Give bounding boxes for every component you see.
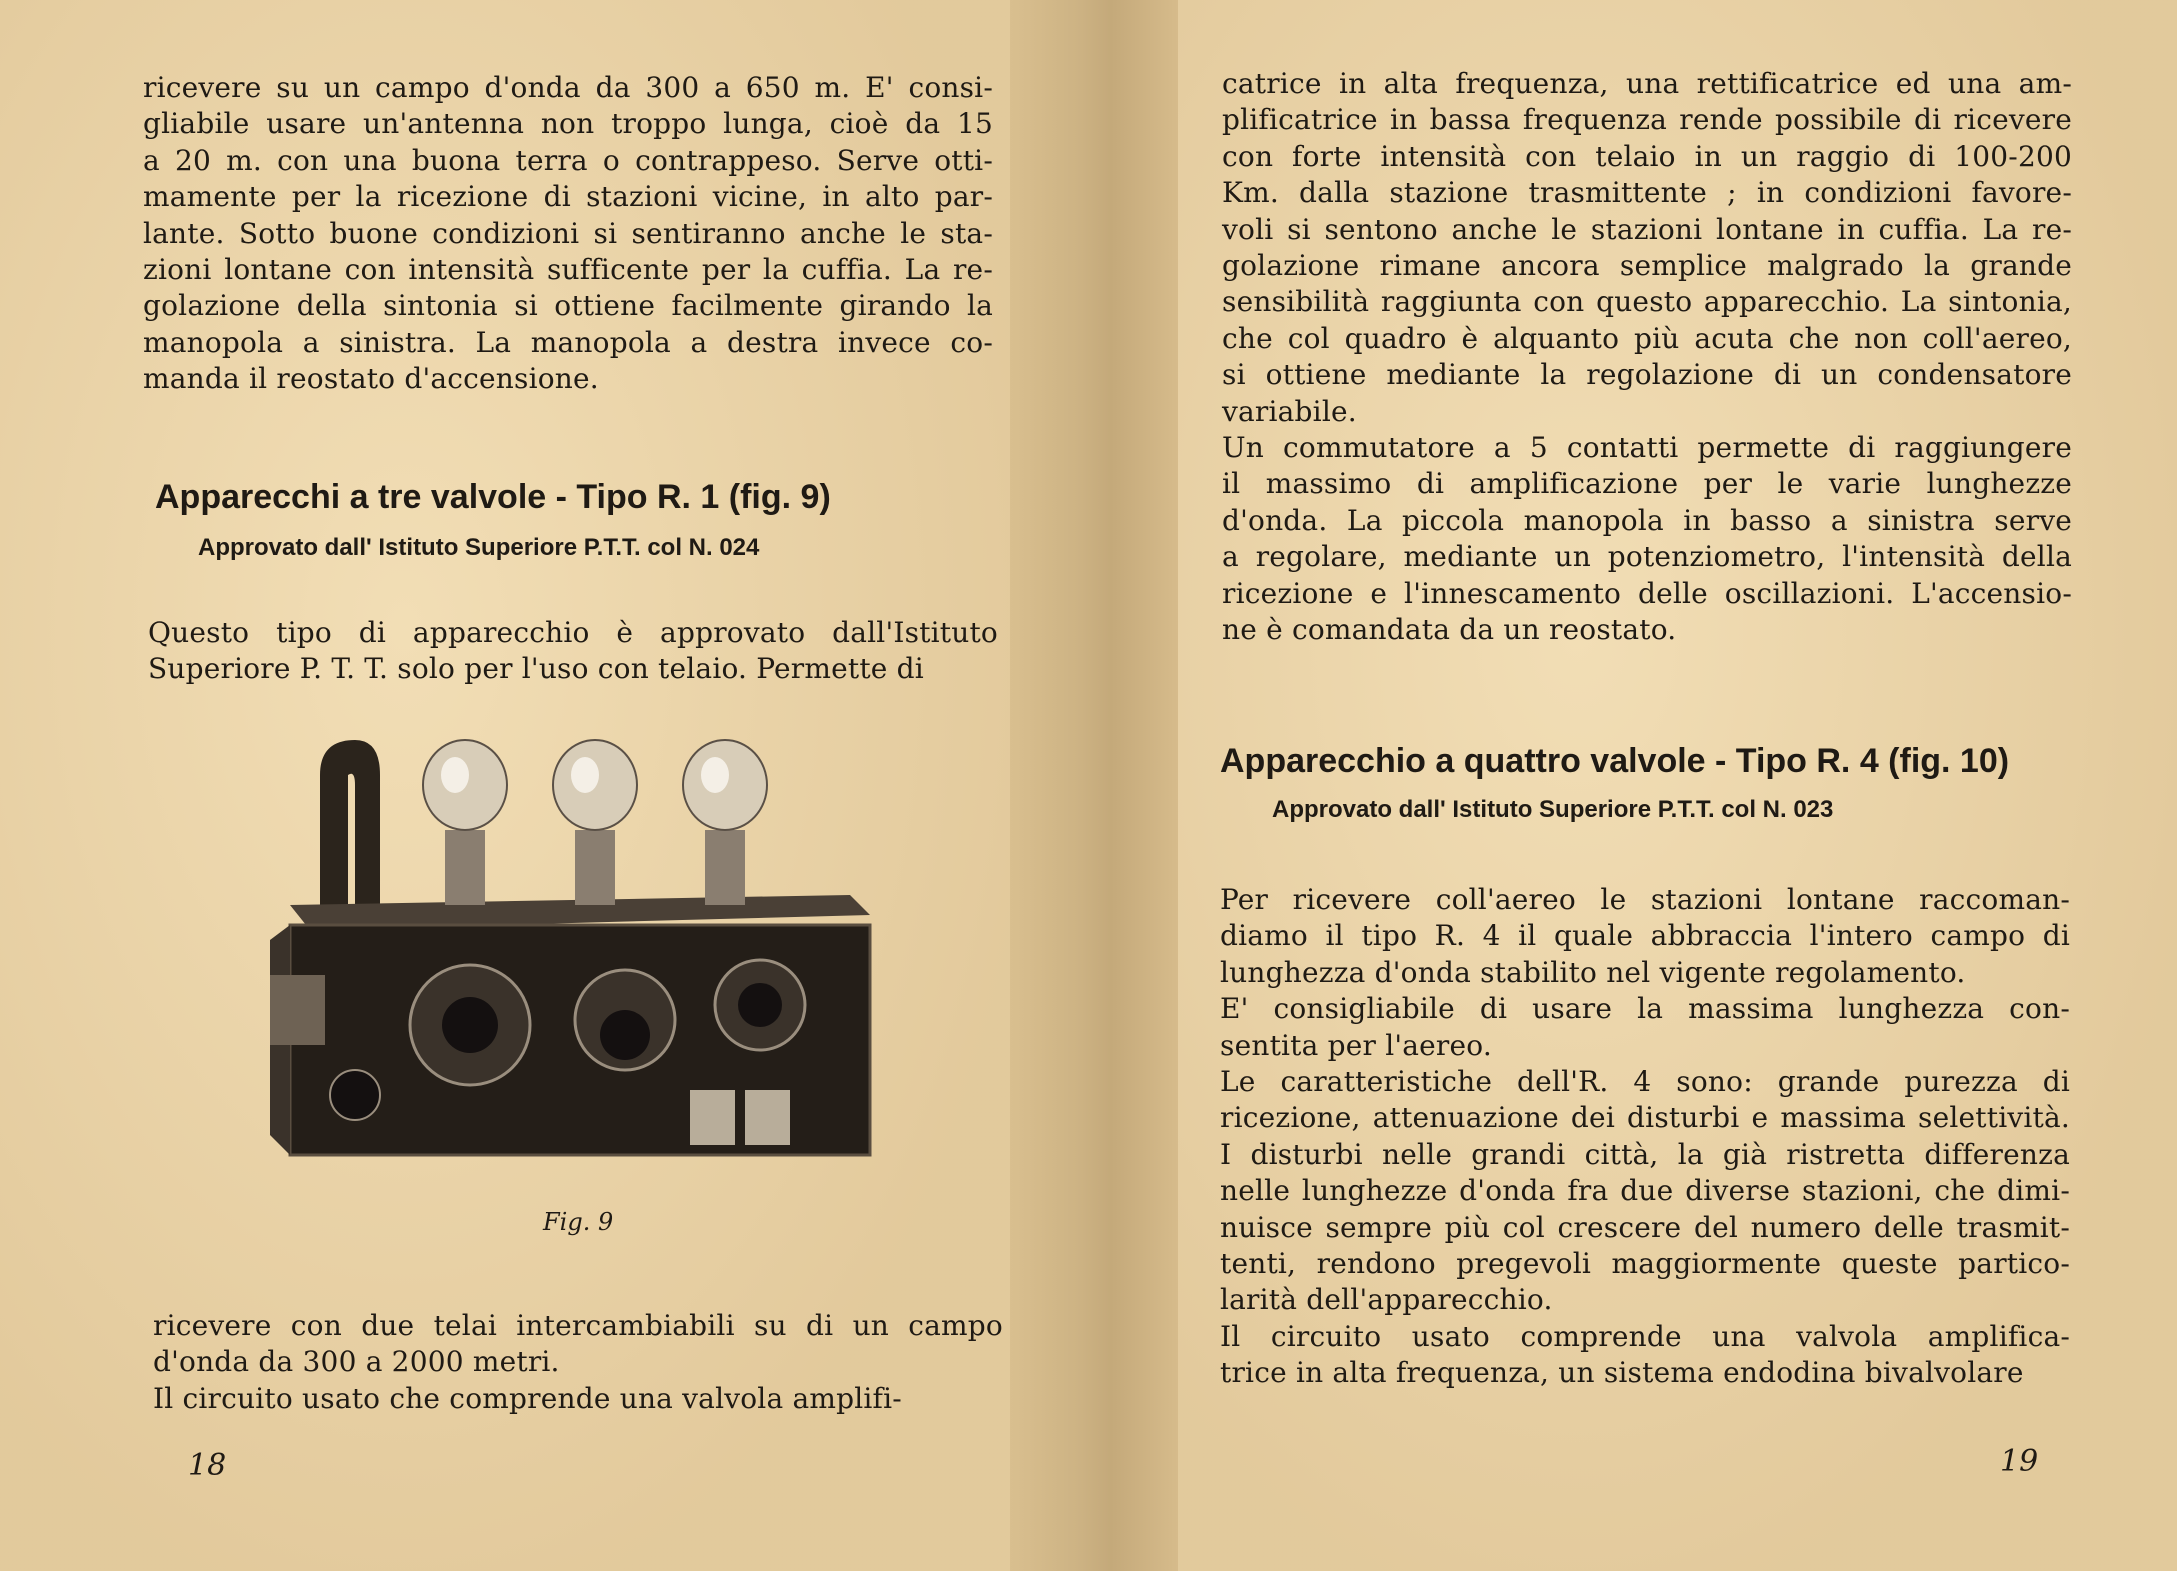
vacuum-tube-2 [553, 740, 637, 905]
text-line: Km. dalla stazione trasmittente ; in condizioni favore- [1222, 176, 2072, 210]
text-line: nuisce sempre più col crescere del numero delle trasmit- [1220, 1210, 2070, 1244]
text-line: I disturbi nelle grandi città, la già ristretta differenza [1220, 1137, 2070, 1171]
text-line: Le caratteristiche dell'R. 4 sono: grande purezza di [1220, 1065, 2070, 1099]
text-line: d'onda da 300 a 2000 metri. [153, 1345, 560, 1379]
text-line: ricevere con due telai intercambiabili su di un campo [153, 1309, 1003, 1342]
text-line: zioni lontane con intensità sufficente per la cuffia. La re- [143, 253, 993, 287]
left-paragraph-2 [148, 615, 998, 688]
text-line: Un commutatore a 5 contatti permette di raggiungere [1222, 431, 2072, 465]
text-line: a regolare, mediante un potenziometro, l'intensità della [1222, 540, 2072, 574]
right-page [1178, 0, 2177, 1571]
text-line: catrice in alta frequenza, una rettificatrice ed una am- [1222, 67, 2072, 100]
left-page [0, 0, 1010, 1571]
text-line: Per ricevere coll'aereo le stazioni lontane raccoman- [1220, 883, 2070, 916]
text-line: ne è comandata da un reostato. [1222, 613, 1677, 647]
text-line: il massimo di amplificazione per le varie lunghezze [1222, 467, 2072, 501]
right-heading: Apparecchio a quattro valvole - Tipo R. 4 (fig. 10) [1220, 742, 2010, 780]
text-line: manopola a sinistra. La manopola a destra invece co- [143, 325, 993, 359]
text-line: manda il reostato d'accensione. [143, 362, 599, 396]
text-line: Questo tipo di apparecchio è approvato dall'Istituto [148, 616, 998, 649]
left-paragraph-3 [153, 1308, 1003, 1417]
text-line: si ottiene mediante la regolazione di un condensatore [1222, 358, 2072, 392]
book-gutter [1010, 0, 1178, 1571]
text-line: nelle lunghezze d'onda fra due diverse stazioni, che dimi- [1220, 1174, 2070, 1208]
radio-receiver-illustration [270, 735, 890, 1185]
left-subheading: Approvato dall' Istituto Superiore P.T.T. col N. 024 [198, 534, 760, 561]
text-line: a 20 m. con una buona terra o contrappeso. Serve otti- [143, 143, 993, 177]
page-number-right: 19 [2000, 1444, 2039, 1479]
left-heading: Apparecchi a tre valvole - Tipo R. 1 (fig. 9) [155, 478, 831, 516]
text-line: golazione rimane ancora semplice malgrado la grande [1222, 249, 2072, 283]
text-line: variabile. [1222, 394, 1357, 428]
text-line: ricevere su un campo d'onda da 300 a 650 m. E' consi- [143, 71, 993, 104]
right-paragraph-2 [1220, 882, 2070, 1392]
vacuum-tube-1 [423, 740, 507, 905]
figure-caption: Fig. 9 [543, 1208, 614, 1236]
text-line: trice in alta frequenza, un sistema endodina bivalvolare [1220, 1356, 2024, 1390]
text-line: voli si sentono anche le stazioni lontane in cuffia. La re- [1222, 212, 2072, 246]
text-line: tenti, rendono pregevoli maggiormente queste partico- [1220, 1247, 2070, 1281]
text-line: E' consigliabile di usare la massima lunghezza con- [1220, 992, 2070, 1026]
text-line: sensibilità raggiunta con questo apparecchio. La sintonia, [1222, 285, 2072, 319]
text-line: Il circuito usato comprende una valvola amplifica- [1220, 1319, 2070, 1353]
text-line: golazione della sintonia si ottiene facilmente girando la [143, 289, 993, 323]
right-paragraph-1 [1222, 66, 2072, 649]
text-line: diamo il tipo R. 4 il quale abbraccia l'intero campo di [1220, 919, 2070, 953]
vacuum-tube-3 [683, 740, 767, 905]
text-line: Il circuito usato che comprende una valvola amplifi- [153, 1381, 902, 1415]
text-line: lante. Sotto buone condizioni si sentiranno anche le sta- [143, 216, 993, 250]
text-line: plificatrice in bassa frequenza rende possibile di ricevere [1222, 103, 2072, 137]
right-subheading: Approvato dall' Istituto Superiore P.T.T. col N. 023 [1272, 796, 1834, 823]
text-line: sentita per l'aereo. [1220, 1028, 1492, 1062]
text-line: d'onda. La piccola manopola in basso a sinistra serve [1222, 503, 2072, 537]
left-paragraph-1 [143, 70, 993, 398]
text-line: Superiore P. T. T. solo per l'uso con telaio. Permette di [148, 652, 924, 686]
page-number-left: 18 [188, 1448, 227, 1483]
text-line: ricezione, attenuazione dei disturbi e massima selettività. [1220, 1101, 2070, 1135]
text-line: larità dell'apparecchio. [1220, 1283, 1553, 1317]
text-line: con forte intensità con telaio in un raggio di 100-200 [1222, 139, 2072, 173]
text-line: lunghezza d'onda stabilito nel vigente regolamento. [1220, 955, 1966, 989]
text-line: mamente per la ricezione di stazioni vicine, in alto par- [143, 180, 993, 214]
text-line: ricezione e l'innescamento delle oscillazioni. L'accensio- [1222, 576, 2072, 610]
text-line: che col quadro è alquanto più acuta che non coll'aereo, [1222, 321, 2072, 355]
text-line: gliabile usare un'antenna non troppo lunga, cioè da 15 [143, 107, 993, 141]
